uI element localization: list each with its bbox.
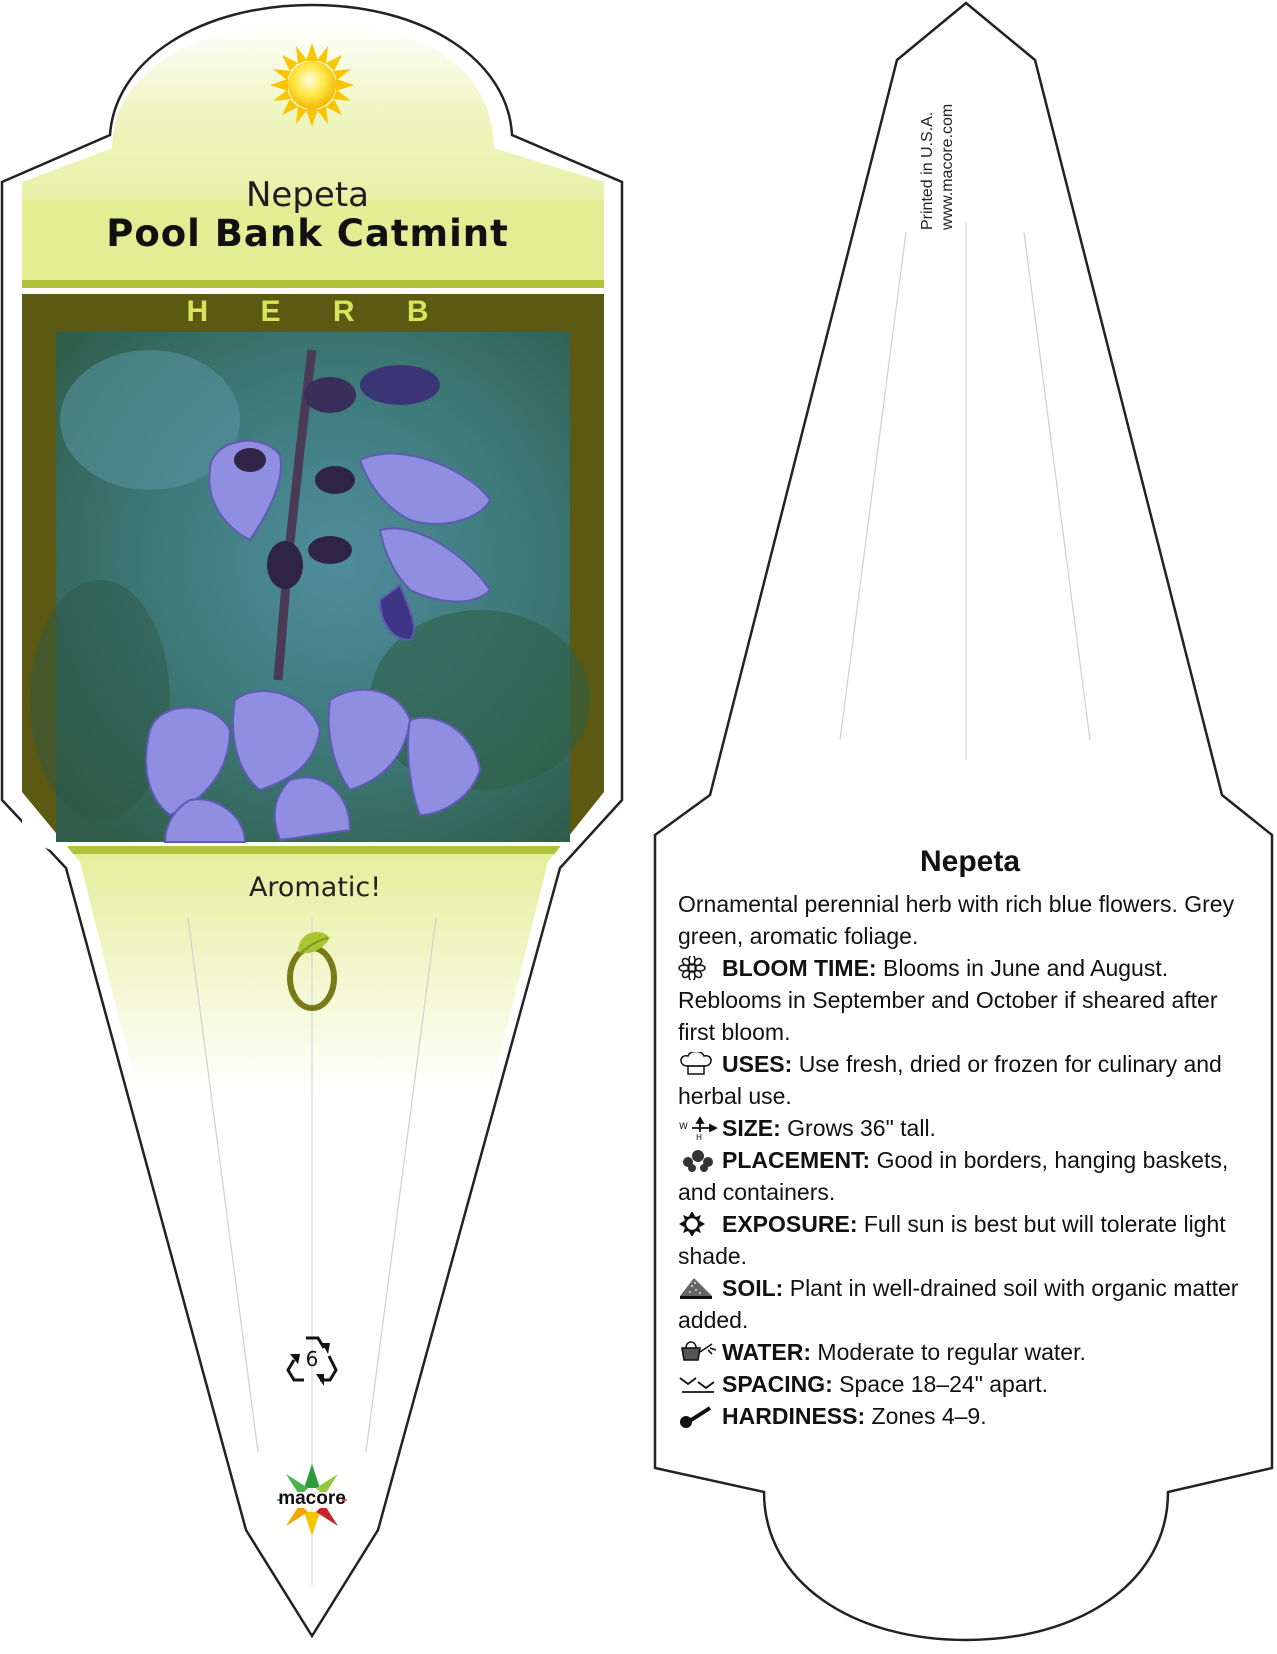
- care-hardiness: HARDINESS: Zones 4–9.: [678, 1400, 1258, 1432]
- care-exposure: EXPOSURE: Full sun is best but will tolerate light shade.: [678, 1211, 1226, 1269]
- flower-icon: [678, 956, 718, 980]
- chef-hat-icon: [678, 1052, 718, 1076]
- full-sun-icon: [270, 43, 354, 127]
- care-uses: USES: Use fresh, dried or frozen for culinary and herbal use.: [678, 1051, 1222, 1109]
- recycle-number: 6: [305, 1347, 319, 1371]
- plant-photo: [30, 332, 590, 842]
- spacing-arrows-icon: [678, 1372, 718, 1396]
- care-water: WATER: Moderate to regular water.: [678, 1336, 1258, 1368]
- thermometer-icon: [678, 1404, 718, 1428]
- svg-text:H: H: [696, 1133, 703, 1140]
- tagline: Aromatic!: [248, 872, 382, 903]
- placement-plants-icon: [678, 1148, 718, 1172]
- back-title: Nepeta: [919, 845, 1021, 878]
- sun-outline-icon: [678, 1212, 718, 1236]
- description: Ornamental perennial herb with rich blue flowers. Grey green, aromatic foliage.: [678, 891, 1235, 949]
- category-letter: H: [186, 295, 209, 328]
- brand-name: macore: [278, 1488, 346, 1509]
- printed-line-1: Printed in U.S.A.: [919, 111, 936, 230]
- care-info: [678, 888, 1258, 1432]
- svg-text:W: W: [679, 1122, 688, 1132]
- category-letter: B: [406, 295, 429, 328]
- care-soil: SOIL: Plant in well-drained soil with organic matter added.: [678, 1275, 1239, 1333]
- care-bloom-time: BLOOM TIME: Blooms in June and August. Reblooms in September and October if sheared after first bloom.: [678, 955, 1218, 1045]
- watering-can-icon: [678, 1340, 718, 1364]
- care-size: W H SIZE: Grows 36" tall.: [679, 1115, 936, 1141]
- printed-line-2: www.macore.com: [939, 103, 956, 230]
- soil-mound-icon: [678, 1276, 718, 1300]
- genus-title: Nepeta: [245, 175, 370, 215]
- cultivar-title: Pool Bank Catmint: [106, 212, 509, 255]
- printed-in-usa-text: [918, 52, 958, 232]
- category-label: [20, 295, 595, 329]
- care-placement: PLACEMENT: Good in borders, hanging baskets, and containers.: [678, 1147, 1229, 1205]
- category-letter: E: [260, 295, 281, 328]
- lower-band-light: [22, 846, 604, 854]
- header-band-light: [22, 280, 604, 288]
- category-letter: R: [332, 295, 355, 328]
- size-arrows-icon: [678, 1116, 718, 1140]
- care-spacing: SPACING: Space 18–24" apart.: [678, 1368, 1258, 1400]
